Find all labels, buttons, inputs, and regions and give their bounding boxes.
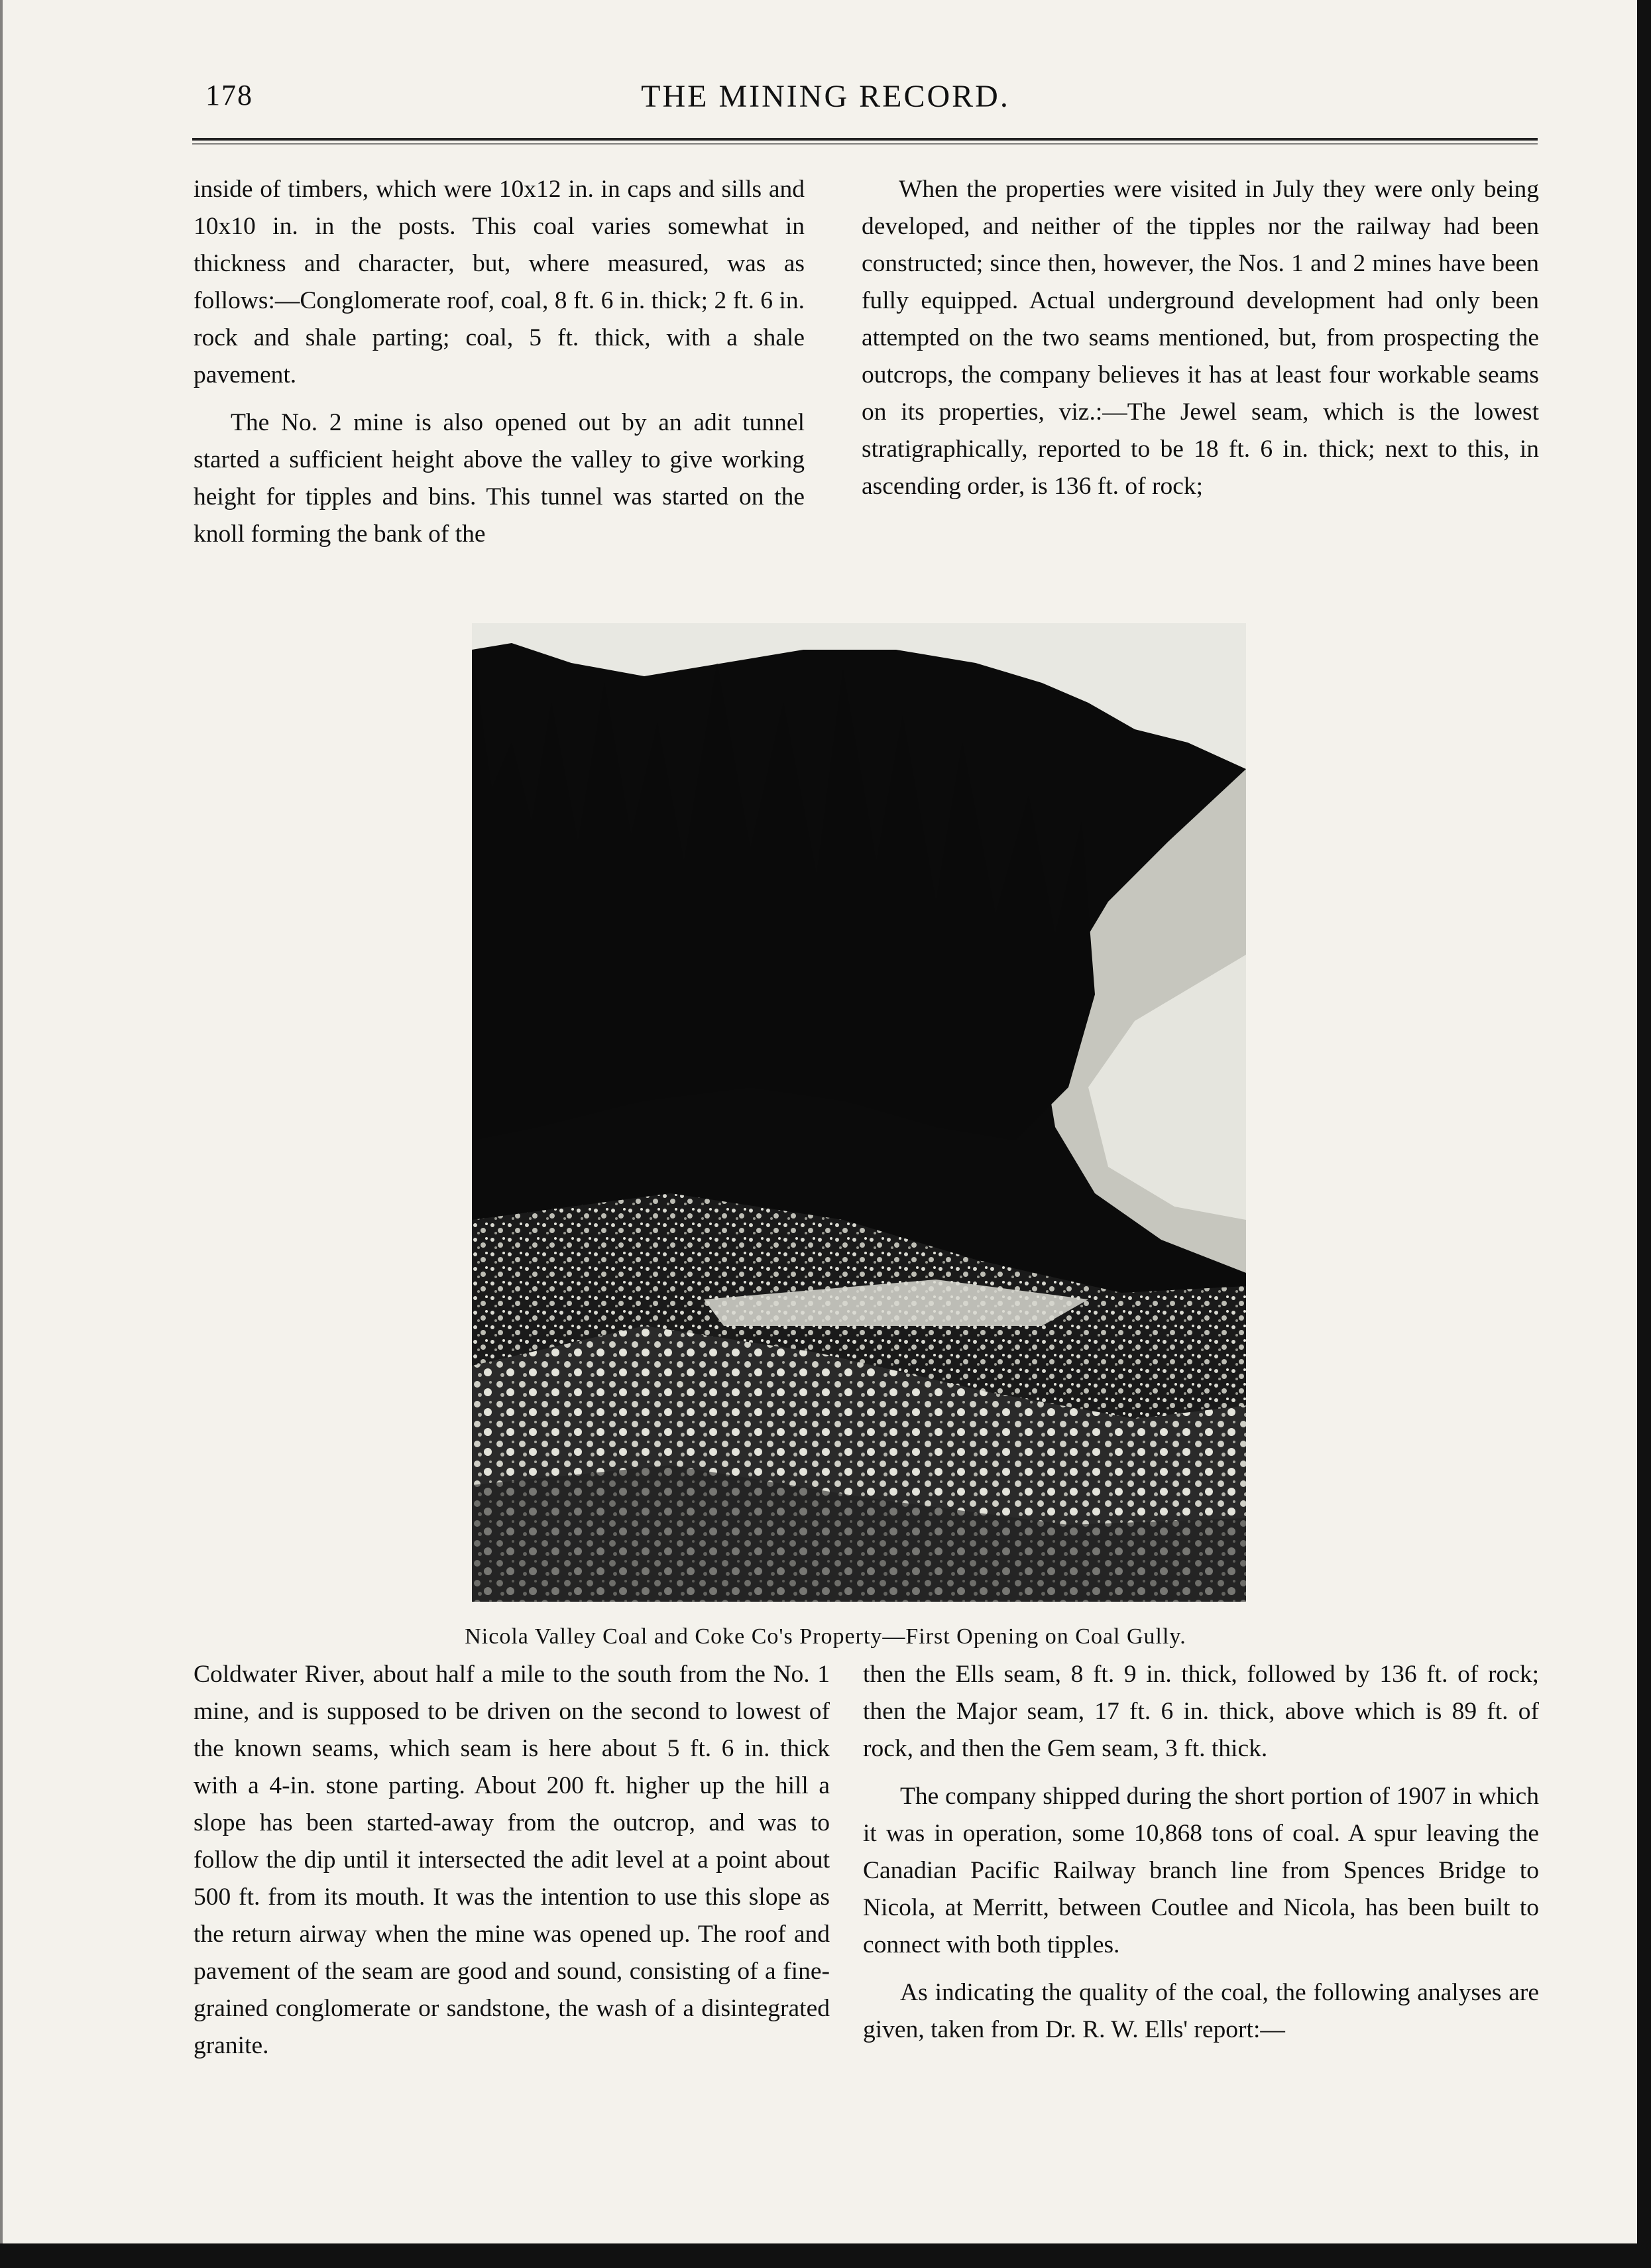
paragraph: then the Ells seam, 8 ft. 9 in. thick, followed by 136 ft. of rock; then the Major seam, 17 ft. 6 in. thick, above which is 89 ft. of rock, and then the Gem seam, 3 ft. thick.: [863, 1661, 1539, 1762]
figure-caption: Nicola Valley Coal and Coke Co's Property—First Opening on Coal Gully.: [465, 1624, 1186, 1649]
paragraph: inside of timbers, which were 10x12 in. in caps and sills and 10x10 in. in the posts. This coal varies somewhat in thickness and character, but, where measured, was as follows:—Conglomerate roof, coal, 8 ft. 6 in. thick; 2 ft. 6 in. rock and shale parting; coal, 5 ft. thick, with a shale pavement.: [194, 176, 805, 388]
paragraph: The No. 2 mine is also opened out by an adit tunnel started a sufficient height above the valley to give working height for tipples and bins. This tunnel was started on the knoll forming the bank of the: [194, 409, 805, 548]
coal-gully-photo: [472, 623, 1246, 1602]
column-top-right: [862, 171, 1539, 505]
scan-edge-left: [0, 0, 3, 2268]
column-bottom-left: [194, 1656, 830, 2064]
paragraph: When the properties were visited in July they were only being developed, and neither of the tipples nor the railway had been constructed; since then, however, the Nos. 1 and 2 mines have been fully equipped. Actual underground development had only been attempted on the two seams mentioned, but, from prospecting the outcrops, the company believes it has at least four workable seams on its properties, viz.:—The Jewel seam, which is the lowest stratigraphically, reported to be 18 ft. 6 in. thick; next to this, in ascending order, is 136 ft. of rock;: [862, 176, 1539, 500]
column-top-left: [194, 171, 805, 553]
photograph: [472, 623, 1246, 1602]
paragraph: Coldwater River, about half a mile to the south from the No. 1 mine, and is supposed to be driven on the second to lowest of the known seams, which seam is here about 5 ft. 6 in. thick with a 4-in. stone parting. About 200 ft. higher up the hill a slope has been started-away from the outcrop, and was to follow the dip until it intersected the adit level at a point about 500 ft. from its mouth. It was the intention to use this slope as the return airway when the mine was opened up. The roof and pavement of the seam are good and sound, consisting of a fine-grained conglomerate or sandstone, the wash of a disintegrated granite.: [194, 1661, 830, 2059]
paragraph: As indicating the quality of the coal, the following analyses are given, taken from Dr. R. W. Ells' report:—: [863, 1979, 1539, 2043]
scan-edge-bottom: [0, 2243, 1651, 2268]
paragraph: The company shipped during the short portion of 1907 in which it was in operation, some 10,868 tons of coal. A spur leaving the Canadian Pacific Railway branch line from Spences Bridge to Nicola, at Merritt, between Coutlee and Nicola, has been built to connect with both tipples.: [863, 1783, 1539, 1958]
header-rule: [192, 138, 1538, 141]
column-bottom-right: [863, 1656, 1539, 2049]
header-rule-thin: [192, 143, 1538, 145]
page-number: 178: [205, 79, 253, 111]
running-head: THE MINING RECORD.: [641, 79, 1010, 114]
scan-edge-right: [1637, 0, 1651, 2268]
